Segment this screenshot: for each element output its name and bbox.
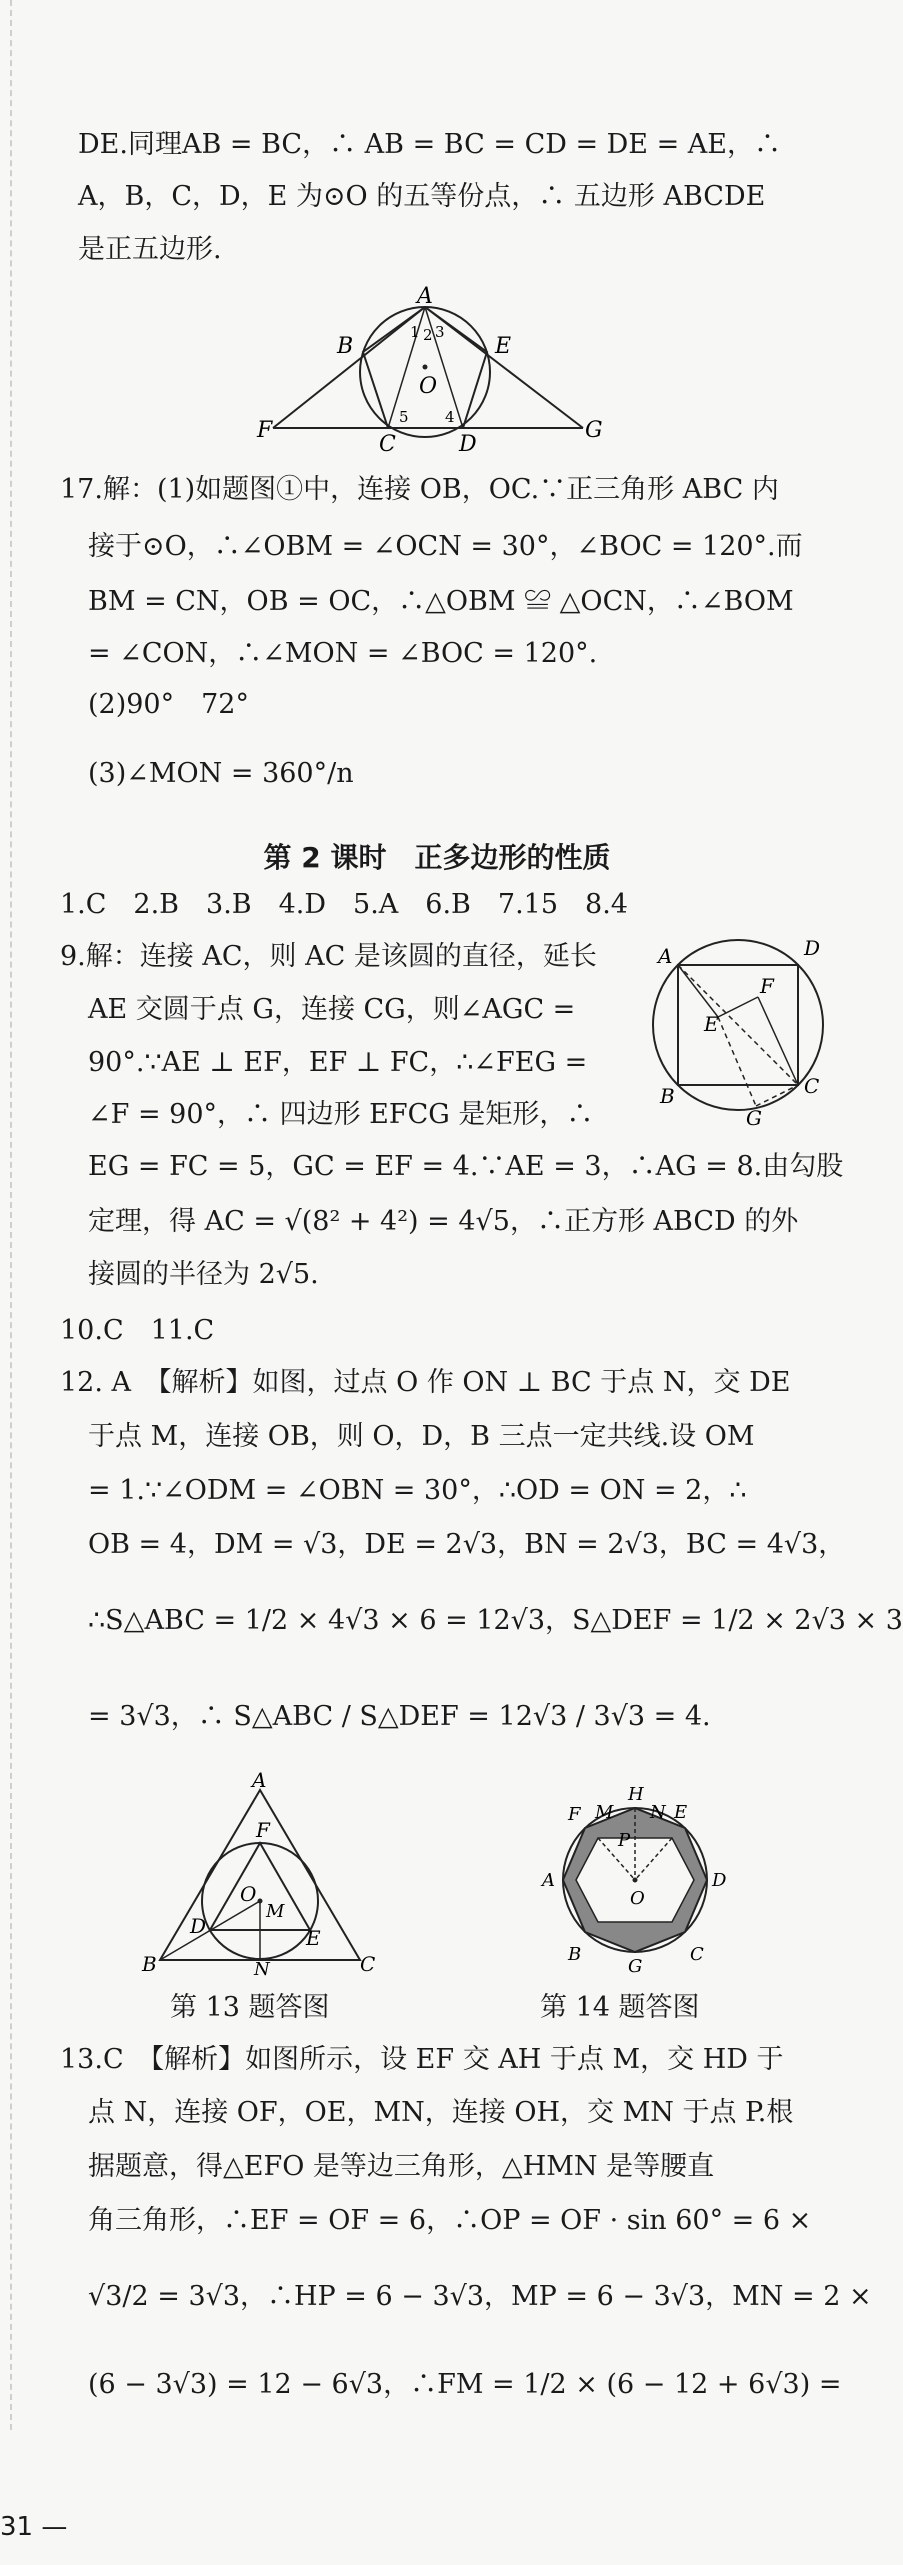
label: N — [650, 1802, 666, 1823]
label: D — [804, 936, 821, 960]
text-line: ∴S△ABC = 1/2 × 4√3 × 6 = 12√3，S△DEF = 1/2 × 2√3 × 3 — [88, 1605, 903, 1636]
text-line: DE.同理AB = BC，∴ AB = BC = CD = DE = AE，∴ — [78, 129, 782, 160]
text-line: BM = CN，OB = OC，∴△OBM ≌ △OCN，∴∠BOM — [88, 586, 794, 617]
label: O — [419, 374, 438, 399]
text-line: 接于⊙O，∴∠OBM = ∠OCN = 30°，∠BOC = 120°.而 — [88, 531, 803, 562]
text-line: AE 交圆于点 G，连接 CG，则∠AGC = — [88, 994, 576, 1025]
text-line: 9.解：连接 AC，则 AC 是该圆的直径，延长 — [60, 941, 597, 972]
text-line: 接圆的半径为 2√5. — [88, 1259, 319, 1290]
section-heading: 第 2 课时 正多边形的性质 — [263, 841, 611, 874]
label: C — [379, 432, 396, 457]
label: A — [658, 944, 673, 968]
label: 2 — [423, 326, 433, 344]
label: C — [690, 1944, 704, 1965]
page-number: 31 — — [0, 2512, 68, 2542]
text-line: √3/2 = 3√3，∴HP = 6 − 3√3，MP = 6 − 3√3，MN = 2 × — [88, 2281, 872, 2312]
figure-14-caption: 第 14 题答图 — [540, 1992, 700, 2023]
text-line: 点 N，连接 OF，OE，MN，连接 OH，交 MN 于点 P.根 — [88, 2097, 794, 2128]
label: E — [306, 1926, 321, 1950]
label: M — [595, 1802, 614, 1823]
text-line: ∠F = 90°，∴ 四边形 EFCG 是矩形，∴ — [88, 1099, 594, 1130]
text-line: 是正五边形. — [78, 234, 222, 265]
label: D — [459, 432, 477, 457]
text-line: A，B，C，D，E 为⊙O 的五等份点，∴ 五边形 ABCDE — [78, 181, 766, 212]
text-line: 角三角形，∴EF = OF = 6，∴OP = OF · sin 60° = 6 × — [88, 2205, 812, 2236]
figure-13-caption: 第 13 题答图 — [170, 1992, 330, 2023]
text-line: 90°.∵AE ⊥ EF，EF ⊥ FC，∴∠FEG = — [88, 1047, 588, 1078]
label: M — [266, 1901, 285, 1922]
label: F — [257, 418, 273, 443]
label: A — [252, 1768, 267, 1792]
label: F — [256, 1818, 270, 1842]
label: 5 — [399, 408, 409, 426]
label: B — [142, 1952, 157, 1976]
text-line: 13.C 【解析】如图所示，设 EF 交 AH 于点 M，交 HD 于 — [60, 2044, 784, 2075]
figure-13 — [140, 1768, 380, 1980]
label: N — [254, 1959, 270, 1980]
figure-14 — [540, 1780, 740, 1975]
label: O — [630, 1888, 645, 1909]
figure-pentagon — [255, 284, 603, 457]
label: E — [674, 1802, 688, 1823]
label: 4 — [445, 408, 455, 426]
label: G — [585, 418, 603, 443]
text-line: 10.C 11.C — [60, 1315, 215, 1346]
label: F — [568, 1804, 581, 1825]
label: B — [337, 334, 354, 359]
label: F — [760, 974, 774, 998]
text-line: (6 − 3√3) = 12 − 6√3，∴FM = 1/2 × (6 − 12 + 6√3) = — [88, 2369, 842, 2400]
label: G — [746, 1106, 762, 1130]
text-line: = 1.∵∠ODM = ∠OBN = 30°，∴OD = ON = 2，∴ — [88, 1475, 747, 1506]
label: B — [568, 1944, 582, 1965]
text-line: 1.C 2.B 3.B 4.D 5.A 6.B 7.15 8.4 — [60, 889, 628, 920]
label: C — [804, 1074, 820, 1098]
text-line: 定理，得 AC = √(8² + 4²) = 4√5，∴正方形 ABCD 的外 — [88, 1206, 799, 1237]
label: E — [495, 334, 512, 359]
label: O — [240, 1882, 257, 1906]
text-line: OB = 4，DM = √3，DE = 2√3，BN = 2√3，BC = 4√3， — [88, 1529, 846, 1560]
label: D — [712, 1870, 727, 1891]
text-line: 12. A 【解析】如图，过点 O 作 ON ⊥ BC 于点 N，交 DE — [60, 1367, 791, 1398]
text-line: 17.解：(1)如题图①中，连接 OB，OC.∵正三角形 ABC 内 — [60, 474, 779, 505]
text-line: 据题意，得△EFO 是等边三角形，△HMN 是等腰直 — [88, 2151, 715, 2182]
label: D — [190, 1914, 207, 1938]
label: 3 — [435, 323, 445, 341]
text-line: EG = FC = 5，GC = EF = 4.∵AE = 3，∴AG = 8.由勾股 — [88, 1151, 844, 1182]
margin-rule — [10, 0, 13, 2430]
text-line: (2)90° 72° — [88, 689, 249, 720]
label: 1 — [410, 323, 420, 341]
text-line: 于点 M，连接 OB，则 O，D，B 三点一定共线.设 OM — [88, 1421, 755, 1452]
label: B — [660, 1084, 675, 1108]
figure-square-circle — [638, 925, 848, 1130]
label: E — [704, 1012, 719, 1036]
label: P — [618, 1830, 631, 1851]
label: G — [628, 1956, 643, 1977]
label: H — [628, 1784, 644, 1805]
label: A — [417, 284, 433, 309]
text-line: = ∠CON，∴∠MON = ∠BOC = 120°. — [88, 638, 598, 669]
text-line: = 3√3，∴ S△ABC / S△DEF = 12√3 / 3√3 = 4. — [88, 1701, 711, 1732]
label: C — [360, 1952, 376, 1976]
label: A — [542, 1870, 555, 1891]
text-line: (3)∠MON = 360°/n — [88, 758, 354, 789]
